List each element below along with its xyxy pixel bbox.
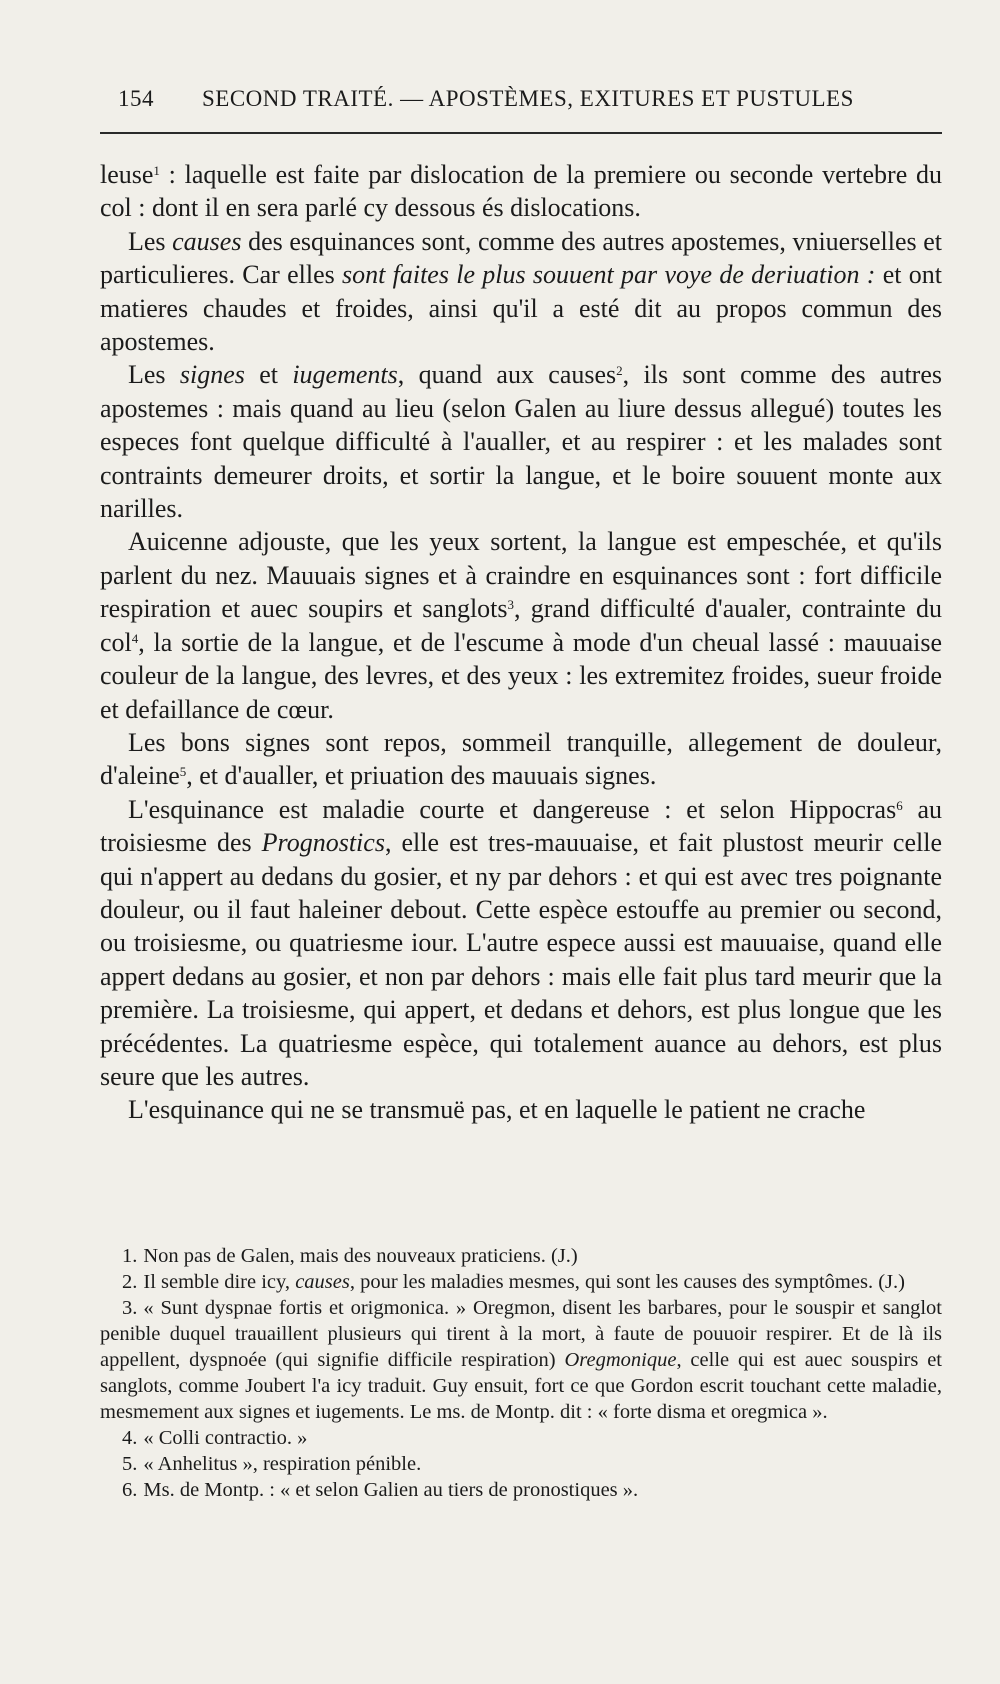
footnote-ref-6[interactable]: 6	[896, 797, 903, 813]
footnote-4: 4. « Colli contractio. »	[122, 1427, 308, 1449]
footnote-ref-1[interactable]: 1	[153, 163, 160, 178]
page-number: 154	[118, 86, 154, 111]
paragraph-1: leuse$^1$ : laquelle est faite par dislocation de la premiere ou seconde vertebre du col : dont il en sera parlé cy dessous és dislocations.	[100, 160, 942, 223]
footnote-2: 2. Il semble dire icy, causes, pour les maladies mesmes, qui sont les causes des symptômes. (J.)	[122, 1271, 905, 1293]
running-title: SECOND TRAITÉ. — APOSTÈMES, EXITURES ET PUSTULES	[202, 86, 854, 111]
paragraph-3: Les signes et iugements, quand aux causes$^2$, ils sont comme des autres apostemes : mais quand au lieu (selon Galen au liure dessus allegué) toutes les especes font quelque difficulté à l'aualler, et au respirer : et les malades sont contraints demeurer droits, et sortir la langue, et le boire souuent monte aux narilles.	[100, 360, 942, 524]
paragraph-6: L'esquinance est maladie courte et dangereuse : et selon Hippocras$^6$ au troisiesme des Prognostics, elle est tres-mauuaise, et fait plustost meurir celle qui n'appert au dedans du gosier, et ny par dehors : et qui est avec tres poignante douleur, ou il faut haleiner debout. Cette espèce estouffe au premier ou second, ou troisiesme, ou quatriesme iour. L'autre espece aussi est mauuaise, quand elle appert dedans au gosier, et non par dehors : mais elle fait plus tard meurir que la première. La troisiesme, qui appert, et dedans et dehors, est plus longue que les précédentes. La quatriesme espèce, qui totalement auance au dehors, est plus seure que les autres.	[100, 794, 942, 1091]
footnote-ref-3[interactable]: 3	[507, 597, 515, 613]
footnote-ref-2[interactable]: 2	[616, 363, 623, 379]
header-rule	[100, 132, 942, 134]
main-text	[100, 158, 942, 1127]
footnotes	[100, 1243, 942, 1503]
footnote-6: 6. Ms. de Montp. : « et selon Galien au tiers de pronostiques ».	[122, 1479, 639, 1501]
footnote-ref-5[interactable]: 5	[179, 764, 187, 780]
footnote-ref-4[interactable]: 4	[131, 630, 139, 646]
footnote-1: 1. Non pas de Galen, mais des nouveaux praticiens. (J.)	[122, 1245, 578, 1267]
paragraph-5: Les bons signes sont repos, sommeil tranquille, allegement de douleur, d'aleine$^5$, et d'aualler, et priuation des mauuais signes.	[100, 727, 942, 791]
footnote-5: 5. « Anhelitus », respiration pénible.	[122, 1453, 422, 1475]
paragraph-4: Auicenne adjouste, que les yeux sortent, la langue est empeschée, et qu'ils parlent du nez. Mauuais signes et à craindre en esquinances sont : fort difficile respiration et auec soupirs et sanglots$^3$, grand difficulté d'aualer, contrainte du col$^4$, la sortie de la langue, et de l'escume à mode d'un cheual lassé : mauuaise couleur de la langue, des levres, et des yeux : les extremitez froides, sueur froide et defaillance de cœur.	[100, 527, 942, 724]
paragraph-7: L'esquinance qui ne se transmuë pas, et en laquelle le patient ne crache	[128, 1095, 866, 1125]
footnote-3: 3. « Sunt dyspnae fortis et origmonica. » Oregmon, disent les barbares, pour le souspir et sanglot penible duquel trauaillent plusieurs qui tirent à la mort, à faute de pouuoir respirer. Et de là ils appellent, dyspnoée (qui signifie difficile respiration) Oregmonique, celle qui est auec souspirs et sanglots, comme Joubert l'a icy traduit. Guy ensuit, fort ce que Gordon escrit touchant cette maladie, mesmement aux signes et iugements. Le ms. de Montp. dit : « forte disma et oregmica ».	[100, 1297, 943, 1423]
paragraph-2: Les causes des esquinances sont, comme des autres apostemes, vniuerselles et particulieres. Car elles sont faites le plus souuent par voye de deriuation : et ont matieres chaudes et froides, ainsi qu'il a esté dit au propos commun des apostemes.	[100, 226, 942, 357]
